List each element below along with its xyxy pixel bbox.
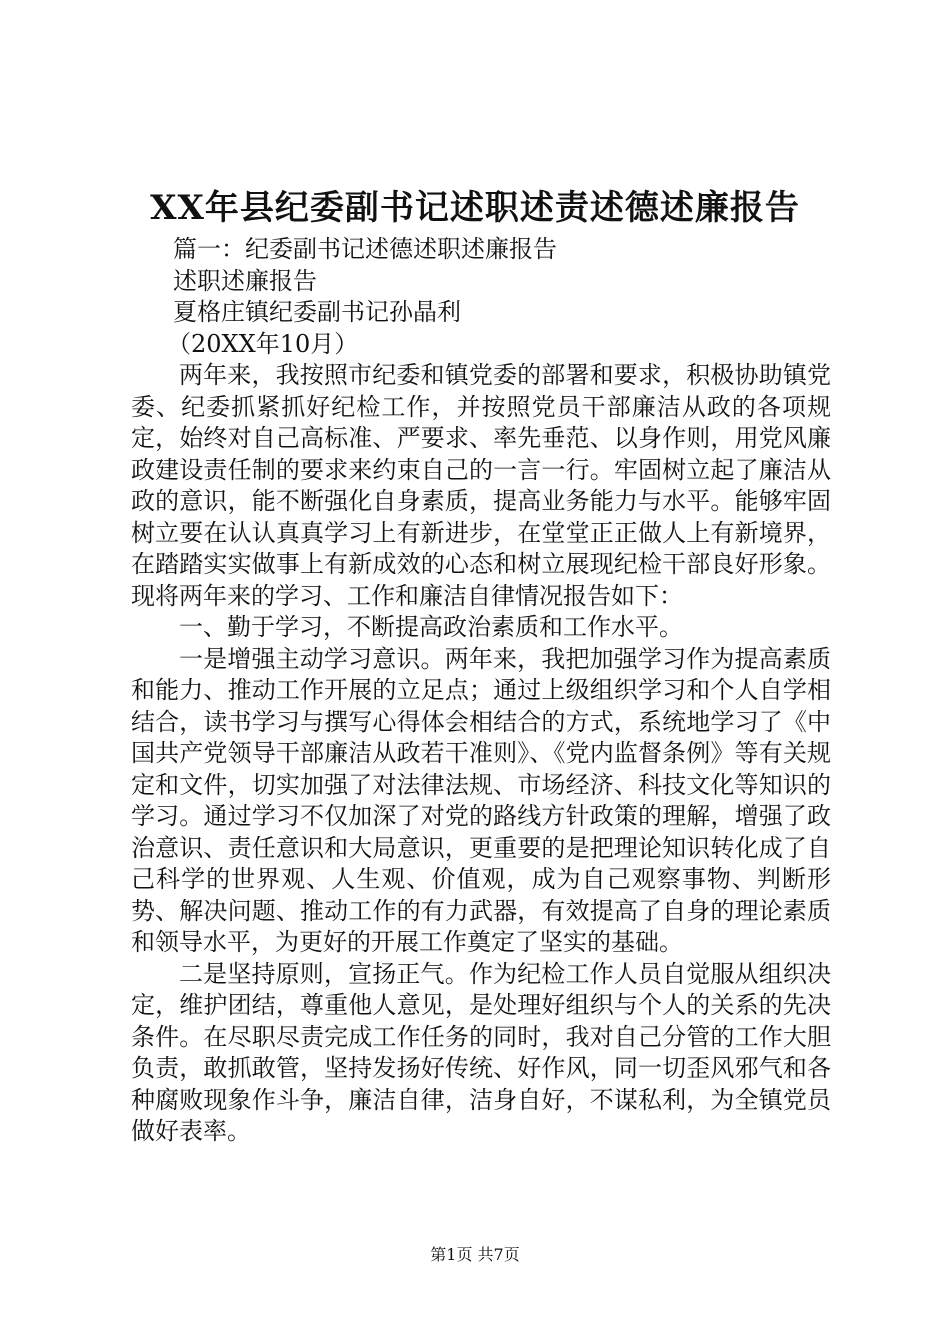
date-line: （20XX年10月） [167, 329, 359, 358]
paragraph: 一是增强主动学习意识。两年来，我把加强学习作为提高素质和能力、推动工作开展的立足点；通过上级组织学习和个人自学相结合，读书学习与撰写心得体会相结合的方式，系统地学习了《中国共产党领导干部廉洁从政若干准则》、《党内监督条例》等有关规定和文件，切实加强了对法律法规、市场经济、科技文化等知识的学习。通过学习不仅加深了对党的路线方针政策的理解，增强了政治意识、责任意识和大局意识，更重要的是把理论知识转化成了自己科学的世界观、人生观、价值观，成为自己观察事物、判断形势、解决问题、推动工作的有力武器，有效提高了自身的理论素质和领导水平，为更好的开展工作奠定了坚实的基础。 [131, 644, 831, 956]
document-title: XX年县纪委副书记述职述责述德述廉报告 [150, 188, 800, 228]
page-footer: 第1页 共7页 [430, 1245, 520, 1264]
section-heading: 篇一：纪委副书记述德述职述廉报告 [173, 235, 557, 263]
report-title: 述职述廉报告 [173, 266, 317, 295]
paragraph: 二是坚持原则，宣扬正气。作为纪检工作人员自觉服从组织决定，维护团结，尊重他人意见，是处理好组织与个人的关系的先决条件。在尽职尽责完成工作任务的同时，我对自己分管的工作大胆负责，敢抓敢管，坚持发扬好传统、好作风，同一切歪风邪气和各种腐败现象作斗争，廉洁自律，洁身自好，不谋私利，为全镇党员做好表率。 [131, 959, 831, 1145]
document-body [131, 234, 831, 1148]
paragraph: 一、勤于学习，不断提高政治素质和工作水平。 [179, 613, 683, 641]
author-line: 夏格庄镇纪委副书记孙晶利 [173, 298, 461, 326]
paragraph: 两年来，我按照市纪委和镇党委的部署和要求，积极协助镇党委、纪委抓紧抓好纪检工作，并按照党员干部廉洁从政的各项规定，始终对自己高标准、严要求、率先垂范、以身作则，用党风廉政建设责任制的要求来约束自己的一言一行。牢固树立起了廉洁从政的意识，能不断强化自身素质，提高业务能力与水平。能够牢固树立要在认认真真学习上有新进步，在堂堂正正做人上有新境界，在踏踏实实做事上有新成效的心态和树立展现纪检干部良好形象。现将两年来的学习、工作和廉洁自律情况报告如下： [131, 361, 831, 610]
